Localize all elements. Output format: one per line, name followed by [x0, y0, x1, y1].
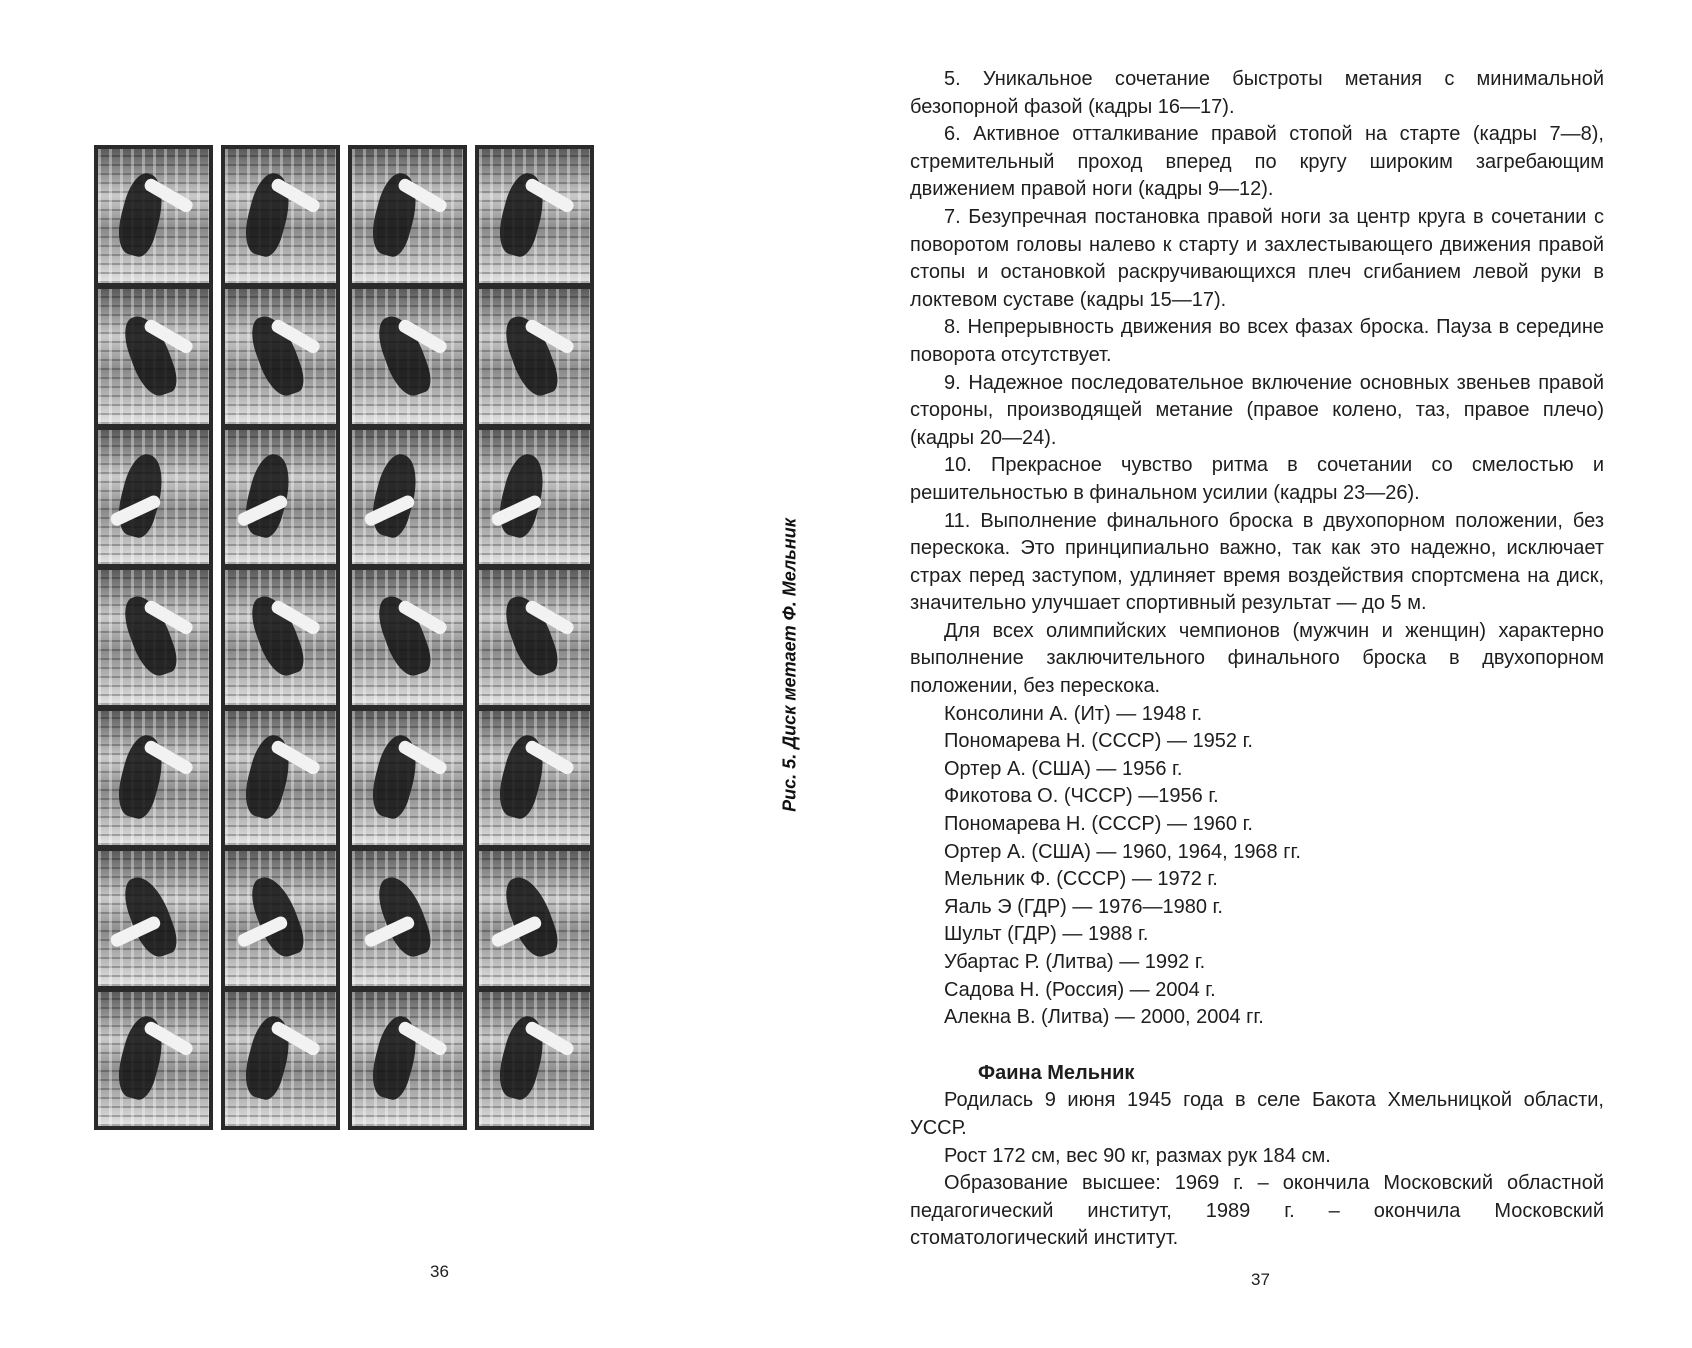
bio-heading: Фаина Мельник	[978, 1061, 1135, 1084]
bio-line: Родилась 9 июня 1945 года в селе Бакота Хмельницкой области, УССР.	[910, 1089, 1604, 1139]
film-frame	[98, 992, 209, 1126]
paragraph: 7. Безупречная постановка правой ноги за центр круга в сочетании с поворотом головы налево к старту и захлестывающего движения правой стопы и остановкой раскручивающихся плеч сгибанием левой руки в локтевом суставе (кадры 15—17).	[910, 205, 1604, 311]
list-item: Алекна В. (Литва) — 2000, 2004 гг.	[944, 1006, 1264, 1029]
paragraph: 10. Прекрасное чувство ритма в сочетании со смелостью и решительностью в финальном усилии (кадры 23—26).	[910, 454, 1604, 504]
spacer	[910, 1032, 1604, 1060]
film-frame	[225, 711, 336, 845]
film-strip-column	[94, 145, 213, 1130]
list-item: Убартас Р. (Литва) — 1992 г.	[944, 951, 1206, 973]
film-frame	[352, 851, 463, 985]
film-frame	[225, 851, 336, 985]
film-frame	[352, 149, 463, 283]
film-frame	[98, 711, 209, 845]
film-frame	[352, 430, 463, 564]
paragraph: Для всех олимпийских чемпионов (мужчин и женщин) характерно выполнение заключительного финального броска в двухопорном положении, без перескока.	[910, 619, 1604, 698]
film-strip-column	[348, 145, 467, 1130]
paragraph: 9. Надежное последовательное включение основных звеньев правой стороны, производящей метание (правое колено, таз, правое плечо) (кадры 20—24).	[910, 371, 1604, 449]
film-frame	[479, 149, 590, 283]
page-number-right: 37	[1251, 1270, 1270, 1289]
paragraph: 8. Непрерывность движения во всех фазах броска. Пауза в середине поворота отсутствует.	[910, 316, 1604, 366]
film-frame	[98, 430, 209, 564]
list-item: Садова Н. (Россия) — 2004 г.	[944, 978, 1216, 1001]
film-frame	[479, 851, 590, 985]
film-frame	[98, 570, 209, 704]
list-item: Ортер А. (США) — 1960, 1964, 1968 гг.	[944, 840, 1301, 863]
film-strip-column	[221, 145, 340, 1130]
film-frame	[479, 430, 590, 564]
film-strip-column	[475, 145, 594, 1130]
film-frame	[225, 289, 336, 423]
film-frame	[352, 711, 463, 845]
list-item: Фикотова О. (ЧССР) —1956 г.	[944, 785, 1219, 808]
list-item: Ортер А. (США) — 1956 г.	[944, 757, 1183, 780]
list-item: Пономарева Н. (СССР) — 1960 г.	[944, 813, 1253, 836]
list-item: Яаль Э (ГДР) — 1976—1980 г.	[944, 895, 1223, 918]
bio-line: Образование высшее: 1969 г. – окончила Московский областной педагогический институт, 1989 г. – окончила Московский стоматологический институт.	[910, 1172, 1604, 1250]
film-frame	[479, 570, 590, 704]
film-frame	[98, 149, 209, 283]
figure-caption-wrapper	[775, 500, 805, 830]
list-item: Шульт (ГДР) — 1988 г.	[944, 923, 1149, 946]
film-frame	[225, 149, 336, 283]
paragraph: 6. Активное отталкивание правой стопой на старте (кадры 7—8), стремительный проход вперед по кругу широким загребающим движением правой ноги (кадры 9—12).	[910, 123, 1604, 201]
film-frame	[479, 992, 590, 1126]
list-item: Пономарева Н. (СССР) — 1952 г.	[944, 730, 1253, 753]
right-page	[846, 0, 1692, 1348]
paragraph: 11. Выполнение финального броска в двухопорном положении, без перескока. Это принципиально важно, так как это надежно, исключает страх перед заступом, удлиняет время воздействия спортсмена на диск, значительно улучшает спортивный результат — до 5 м.	[910, 509, 1604, 615]
film-frame	[352, 570, 463, 704]
bio-line: Рост 172 см, вес 90 кг, размах рук 184 см.	[944, 1144, 1331, 1167]
list-item: Мельник Ф. (СССР) — 1972 г.	[944, 868, 1218, 891]
body-text	[910, 66, 1604, 1253]
film-frame	[479, 289, 590, 423]
film-frame	[225, 570, 336, 704]
film-frame	[225, 992, 336, 1126]
film-frame	[225, 430, 336, 564]
list-item: Консолини А. (Ит) — 1948 г.	[944, 702, 1203, 725]
film-frame	[479, 711, 590, 845]
figure-caption: Рис. 5. Диск метает Ф. Мельник	[779, 518, 800, 812]
champions-list	[910, 701, 1604, 1032]
film-frame	[98, 289, 209, 423]
film-frame	[352, 992, 463, 1126]
paragraph: 5. Уникальное сочетание быстроты метания с минимальной безопорной фазой (кадры 16—17).	[910, 68, 1604, 118]
film-frame	[98, 851, 209, 985]
film-frame	[352, 289, 463, 423]
page-number-left: 36	[430, 1262, 449, 1281]
film-strip-figure	[94, 145, 594, 1130]
